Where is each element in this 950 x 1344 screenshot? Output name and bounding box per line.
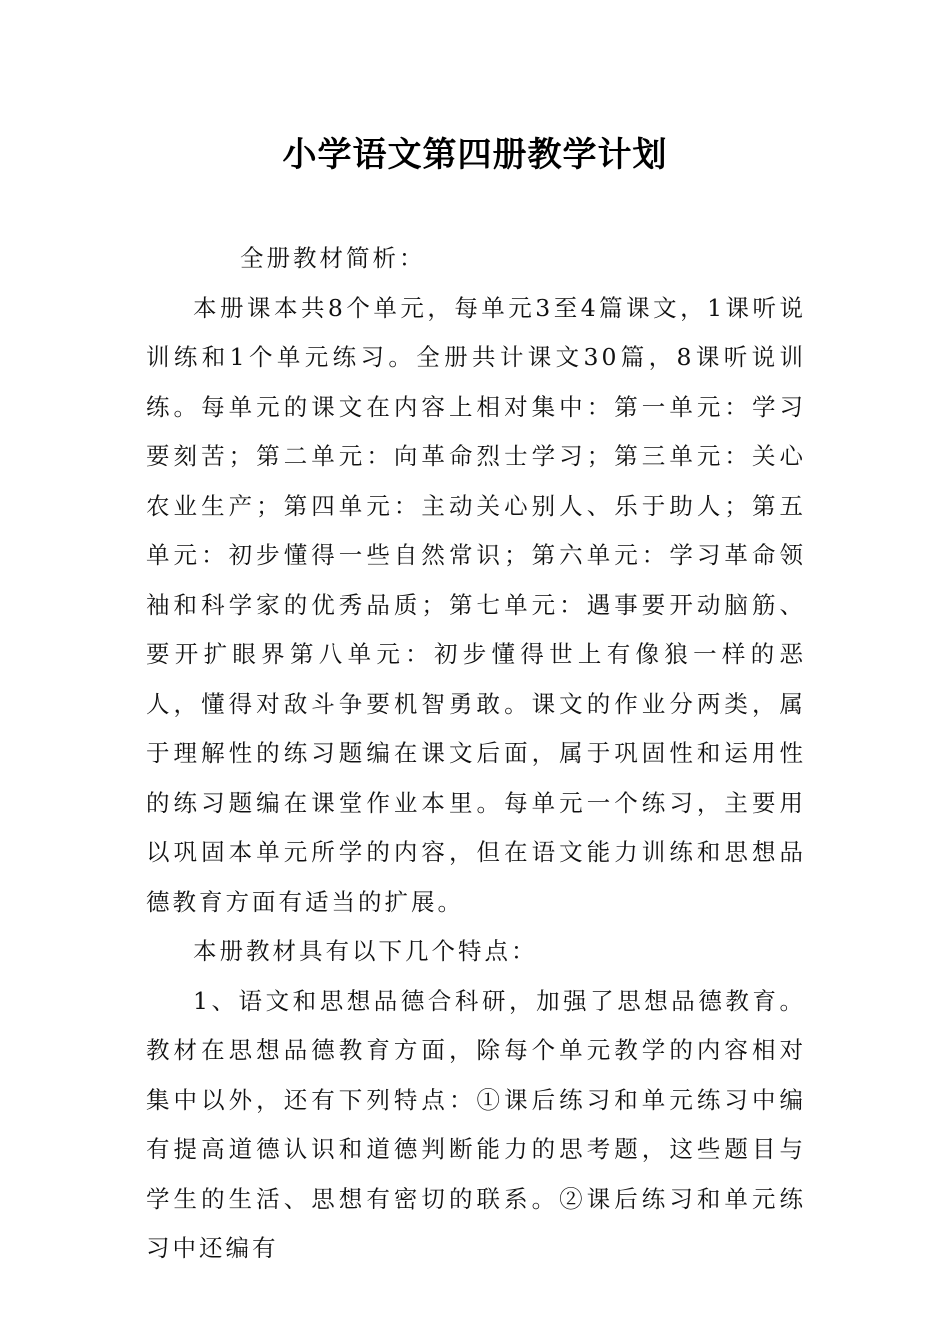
paragraph-overview: 本册课本共8个单元，每单元3至4篇课文，1课听说训练和1个单元练习。全册共计课文30篇，8课听说训练。每单元的课文在内容上相对集中：第一单元：学习要刻苦；第二单元：向革命烈士学习；第三单元：关心农业生产；第四单元：主动关心别人、乐于助人；第五单元：初步懂得一些自然常识；第六单元：学习革命领袖和科学家的优秀品质；第七单元：遇事要开动脑筋、要开扩眼界第八单元：初步懂得世上有像狼一样的恶人，懂得对敌斗争要机智勇敢。课文的作业分两类，属于理解性的练习题编在课文后面，属于巩固性和运用性的练习题编在课堂作业本里。每单元一个练习，主要用以巩固本单元所学的内容，但在语文能力训练和思想品德教育方面有适当的扩展。 [146, 293, 806, 916]
document-body [146, 234, 806, 1274]
paragraph-feature-1: 1、语文和思想品德合科研，加强了思想品德教育。教材在思想品德教育方面，除每个单元教学的内容相对集中以外，还有下列特点：①课后练习和单元练习中编有提高道德认识和道德判断能力的思考题，这些题目与学生的生活、思想有密切的联系。②课后练习和单元练习中还编有 [146, 986, 806, 1262]
document-title: 小学语文第四册教学计划 [282, 135, 668, 175]
section-heading-overview: 全册教材简析： [240, 244, 426, 272]
section-heading-features: 本册教材具有以下几个特点： [193, 937, 538, 965]
